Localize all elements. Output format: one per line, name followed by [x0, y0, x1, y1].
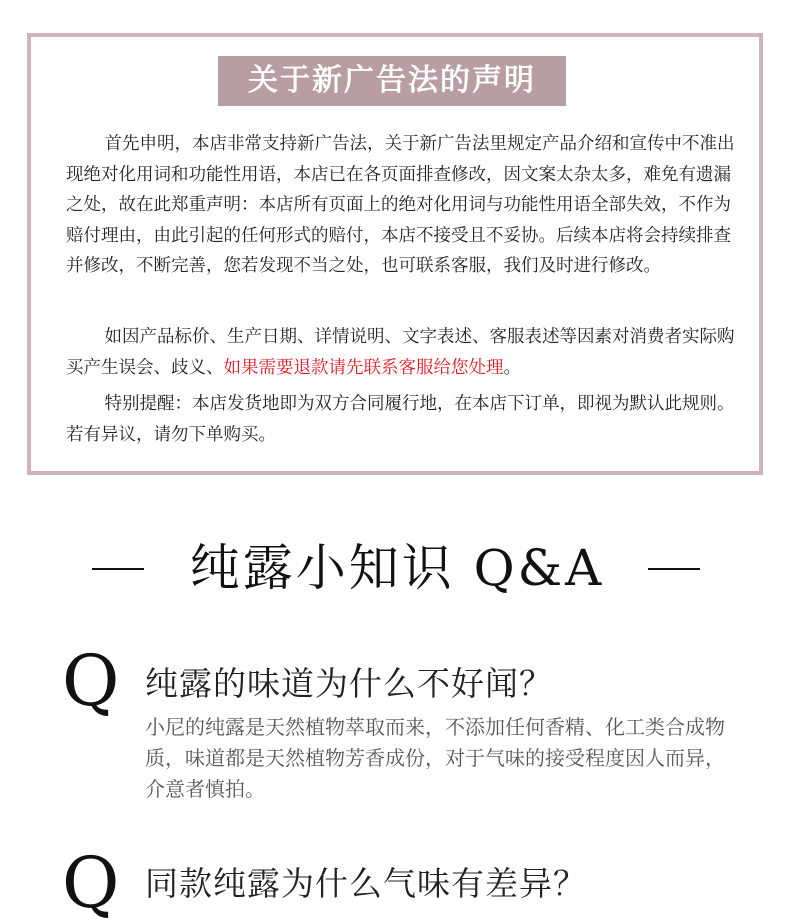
heading-dash-right	[648, 568, 700, 570]
notice-paragraph-3: 特别提醒：本店发货地即为双方合同履行地，在本店下订单，即视为默认此规则。若有异议，请勿下单购买。	[66, 394, 735, 445]
notice-paragraph-1: 首先申明，本店非常支持新广告法，关于新广告法里规定产品介绍和宣传中不准出现绝对化用词和功能性用语，本店已在各页面排查修改，因文案太杂太多，难免有遗漏之处，故在此郑重声明：本店所有页面上的绝对化用词与功能性用语全部失效，不作为赔付理由，由此引起的任何形式的赔付，本店不接受且不妥协。后续本店将会持续排查并修改，不断完善，您若发现不当之处，也可联系客服，我们及时进行修改。	[66, 134, 735, 276]
question-mark-icon: Q	[62, 842, 120, 924]
notice-paragraph-2-text: 如因产品标价、生产日期、详情说明、文字表述、客服表述等因素对消费者实际购买产生误会、歧义、	[66, 327, 735, 378]
notice-paragraph-2	[66, 322, 742, 383]
qa-heading-text: 纯露小知识 Q&A	[189, 539, 605, 597]
refund-contact-highlight: 如果需要退款请先联系客服给您处理	[223, 357, 504, 378]
heading-dash-left	[92, 568, 144, 570]
ad-law-notice	[27, 33, 763, 475]
question-2: 同款纯露为什么气味有差异？	[145, 864, 587, 903]
answer-1: 小尼的纯露是天然植物萃取而来，不添加任何香精、化工类合成物质，味道都是天然植物芳香成份，对于气味的接受程度因人而异，介意者慎拍。	[145, 715, 725, 801]
qa-section-heading	[0, 536, 790, 606]
question-mark-icon: Q	[62, 640, 120, 722]
notice-title: 关于新广告法的声明	[218, 56, 566, 106]
question-1: 纯露的味道为什么不好闻？	[145, 664, 553, 703]
notice-paragraph-2-end: 。	[503, 357, 521, 378]
